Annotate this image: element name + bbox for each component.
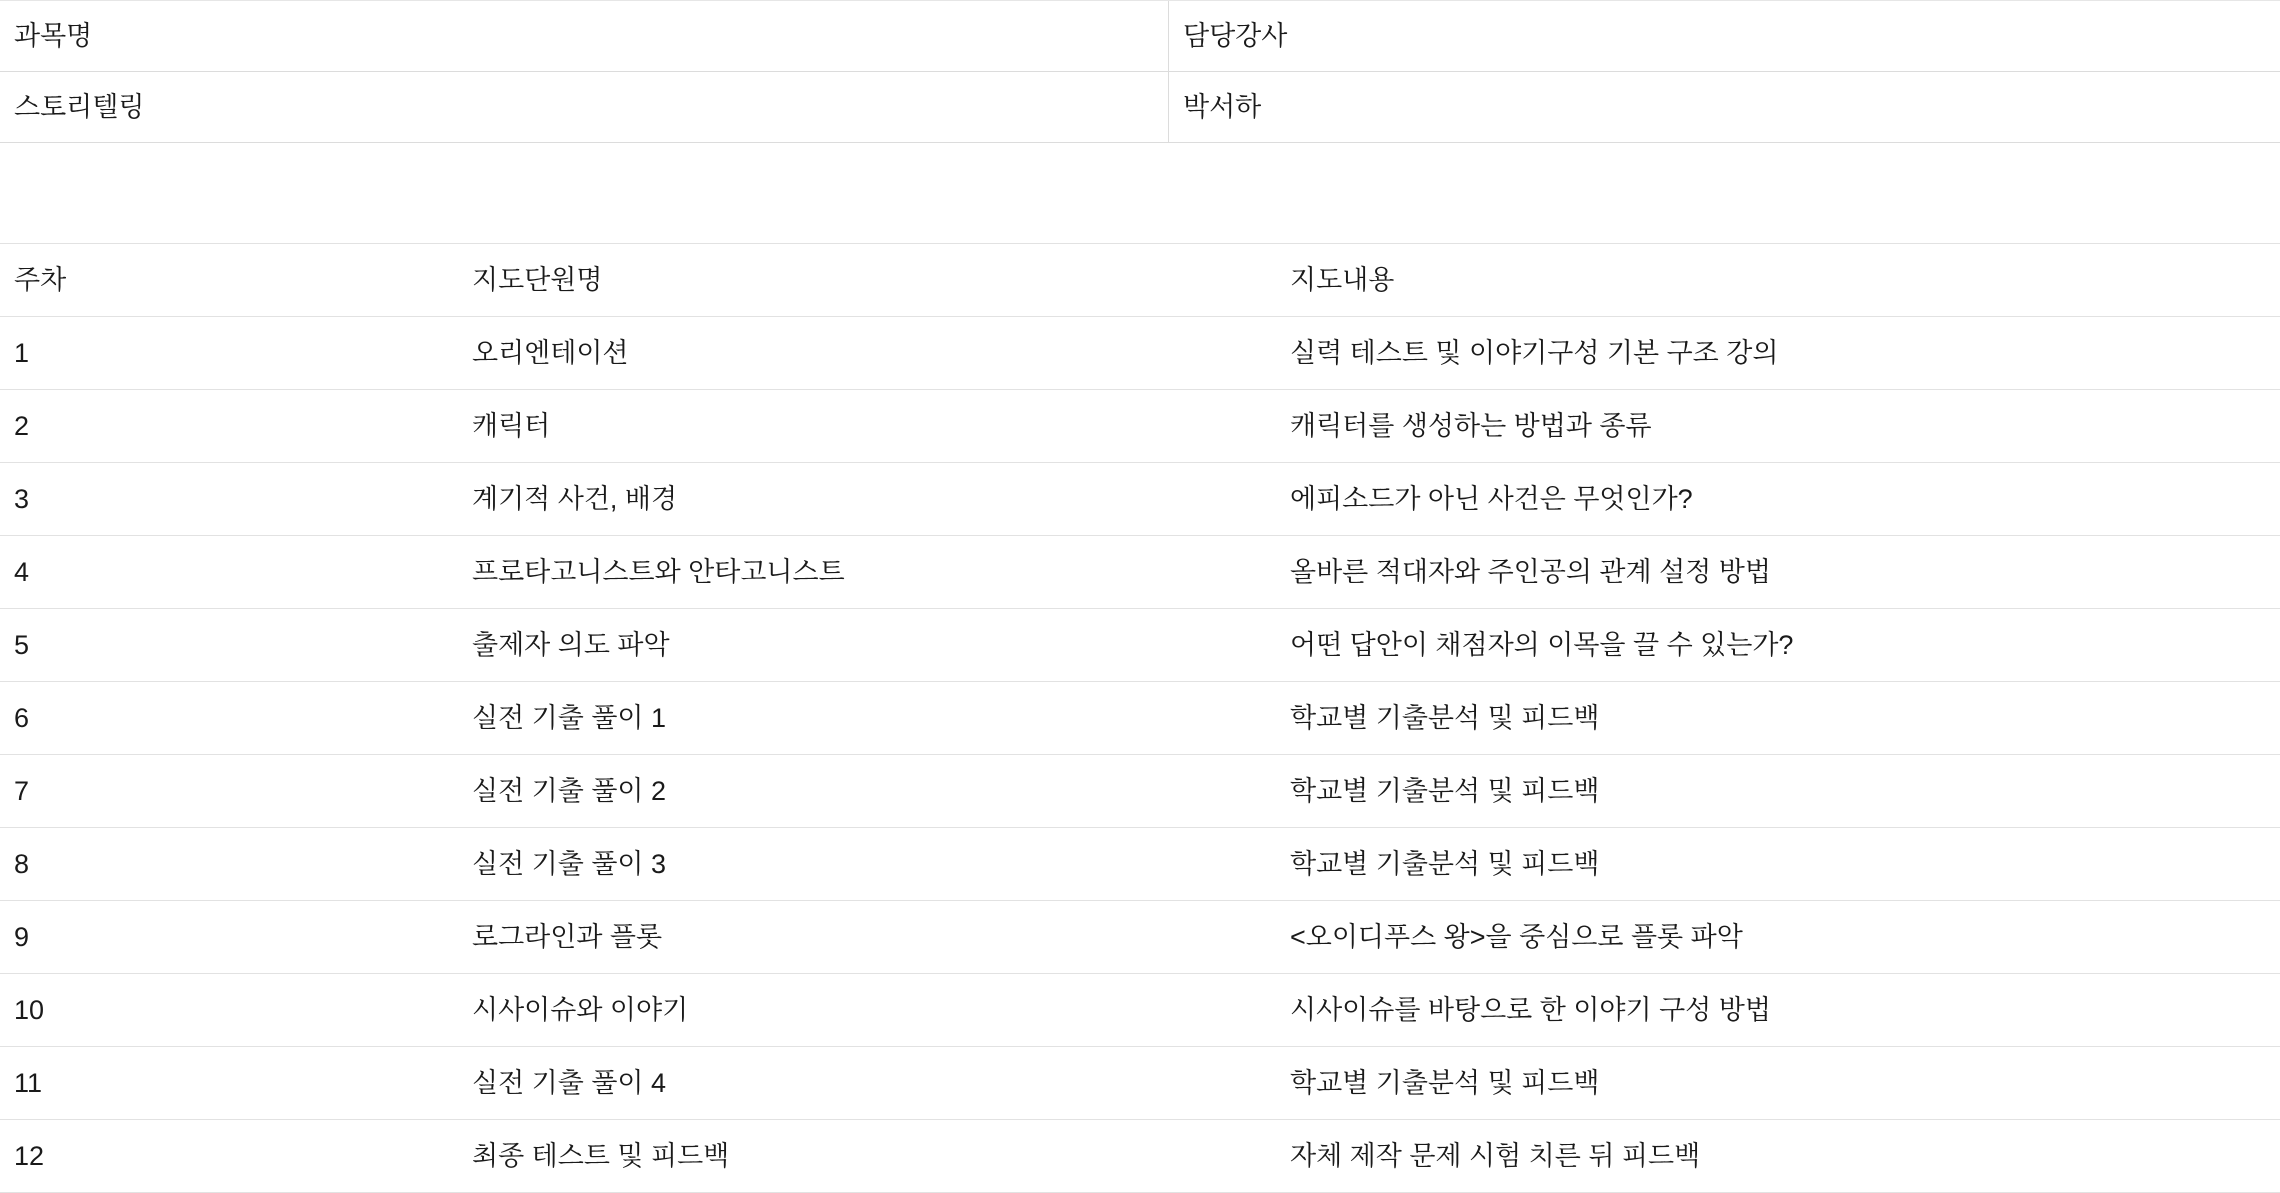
schedule-unit-cell: 실전 기출 풀이 2: [458, 755, 1276, 828]
schedule-unit-cell: 실전 기출 풀이 3: [458, 828, 1276, 901]
course-subject-header: 과목명: [0, 1, 1169, 72]
schedule-week-cell: 12: [0, 1120, 458, 1193]
schedule-week-cell: 1: [0, 317, 458, 390]
schedule-unit-cell: 시사이슈와 이야기: [458, 974, 1276, 1047]
course-subject-value: 스토리텔링: [0, 72, 1169, 143]
course-info-table: [0, 0, 2280, 143]
table-row: [0, 755, 2280, 828]
schedule-content-cell: 어떤 답안이 채점자의 이목을 끌 수 있는가?: [1276, 609, 2280, 682]
table-row: [0, 901, 2280, 974]
schedule-week-cell: 4: [0, 536, 458, 609]
schedule-table: [0, 243, 2280, 1193]
schedule-content-cell: 학교별 기출분석 및 피드백: [1276, 755, 2280, 828]
section-spacer: [0, 143, 2280, 243]
schedule-content-cell: 학교별 기출분석 및 피드백: [1276, 828, 2280, 901]
table-row: [0, 974, 2280, 1047]
schedule-week-cell: 11: [0, 1047, 458, 1120]
course-info-header-row: [0, 1, 2280, 72]
schedule-unit-cell: 계기적 사건, 배경: [458, 463, 1276, 536]
schedule-content-cell: 올바른 적대자와 주인공의 관계 설정 방법: [1276, 536, 2280, 609]
schedule-content-cell: <오이디푸스 왕>을 중심으로 플롯 파악: [1276, 901, 2280, 974]
schedule-unit-header: 지도단원명: [458, 244, 1276, 317]
table-row: [0, 1120, 2280, 1193]
schedule-week-cell: 5: [0, 609, 458, 682]
schedule-content-header: 지도내용: [1276, 244, 2280, 317]
table-row: [0, 828, 2280, 901]
table-row: [0, 463, 2280, 536]
table-row: [0, 1047, 2280, 1120]
course-teacher-header: 담당강사: [1169, 1, 2280, 72]
schedule-week-cell: 7: [0, 755, 458, 828]
schedule-content-cell: 에피소드가 아닌 사건은 무엇인가?: [1276, 463, 2280, 536]
schedule-week-cell: 3: [0, 463, 458, 536]
schedule-content-cell: 실력 테스트 및 이야기구성 기본 구조 강의: [1276, 317, 2280, 390]
schedule-unit-cell: 실전 기출 풀이 4: [458, 1047, 1276, 1120]
schedule-unit-cell: 최종 테스트 및 피드백: [458, 1120, 1276, 1193]
schedule-week-cell: 8: [0, 828, 458, 901]
schedule-unit-cell: 프로타고니스트와 안타고니스트: [458, 536, 1276, 609]
schedule-content-cell: 자체 제작 문제 시험 치른 뒤 피드백: [1276, 1120, 2280, 1193]
schedule-unit-cell: 오리엔테이션: [458, 317, 1276, 390]
course-info-row: [0, 72, 2280, 143]
schedule-week-cell: 9: [0, 901, 458, 974]
schedule-week-cell: 10: [0, 974, 458, 1047]
schedule-header-row: [0, 244, 2280, 317]
schedule-unit-cell: 실전 기출 풀이 1: [458, 682, 1276, 755]
schedule-content-cell: 캐릭터를 생성하는 방법과 종류: [1276, 390, 2280, 463]
schedule-unit-cell: 로그라인과 플롯: [458, 901, 1276, 974]
schedule-content-cell: 시사이슈를 바탕으로 한 이야기 구성 방법: [1276, 974, 2280, 1047]
course-teacher-value: 박서하: [1169, 72, 2280, 143]
schedule-week-cell: 6: [0, 682, 458, 755]
table-row: [0, 536, 2280, 609]
table-row: [0, 390, 2280, 463]
table-row: [0, 317, 2280, 390]
table-row: [0, 609, 2280, 682]
schedule-week-header: 주차: [0, 244, 458, 317]
schedule-week-cell: 2: [0, 390, 458, 463]
schedule-unit-cell: 출제자 의도 파악: [458, 609, 1276, 682]
schedule-content-cell: 학교별 기출분석 및 피드백: [1276, 1047, 2280, 1120]
table-row: [0, 682, 2280, 755]
schedule-unit-cell: 캐릭터: [458, 390, 1276, 463]
schedule-content-cell: 학교별 기출분석 및 피드백: [1276, 682, 2280, 755]
